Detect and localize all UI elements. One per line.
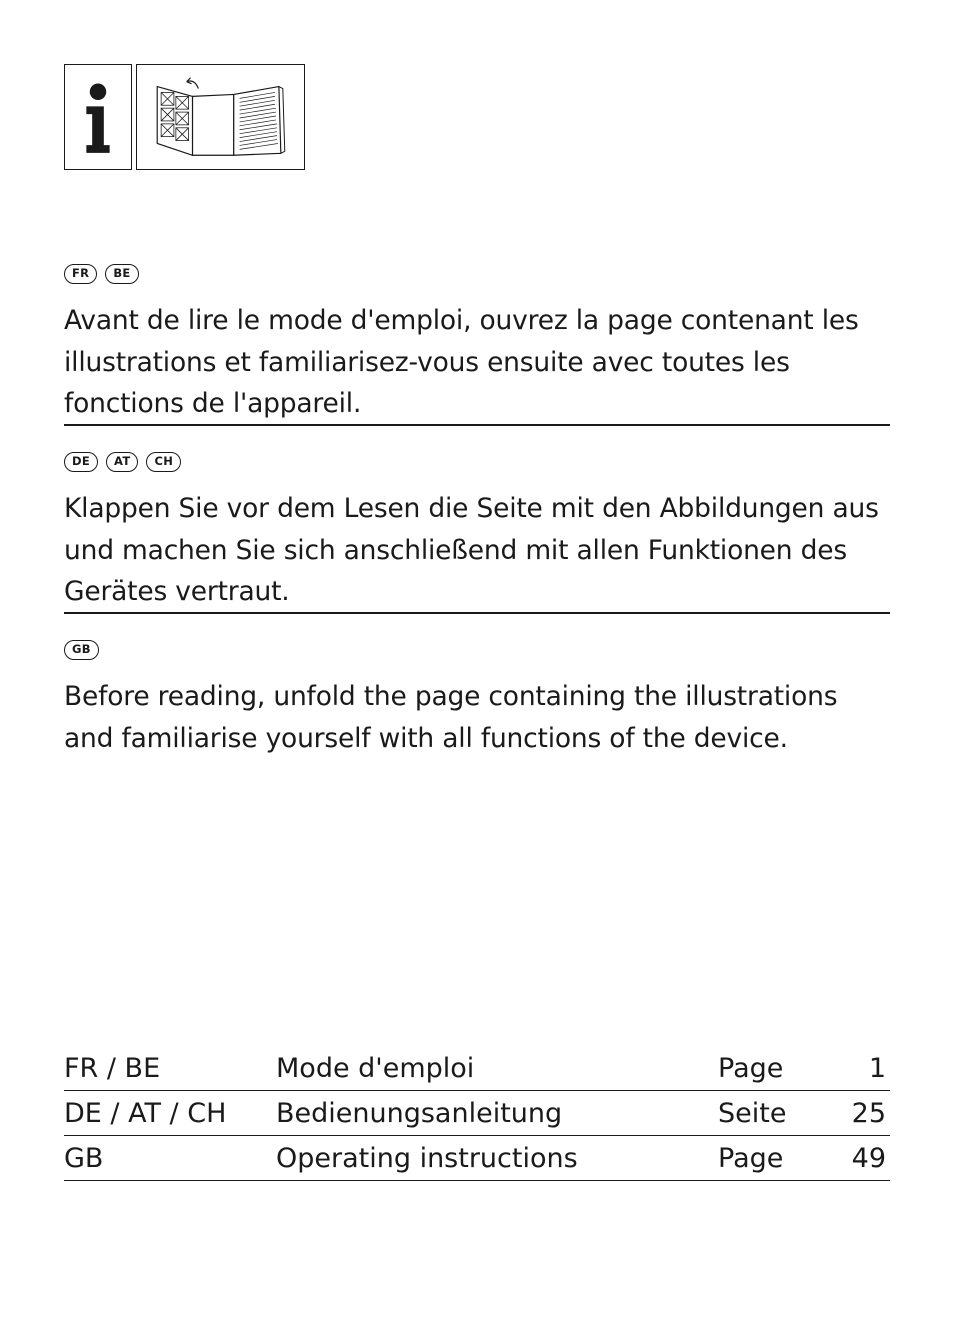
toc-title[interactable]: Operating instructions xyxy=(276,1143,578,1174)
instruction-text-fr: Avant de lire le mode d'emploi, ouvrez la page contenant les illustrations et familiarisez-vous ensuite avec toutes les fonctions de l'appareil. xyxy=(64,305,859,419)
section-divider xyxy=(64,612,890,614)
unfold-page-icon-box xyxy=(136,64,305,170)
toc-page-label: Seite xyxy=(718,1098,787,1129)
table-of-contents xyxy=(64,1046,890,1181)
section-gb xyxy=(64,638,890,759)
country-badge-ch: CH xyxy=(146,452,181,472)
section-divider xyxy=(64,424,890,426)
toc-title[interactable]: Bedienungsanleitung xyxy=(276,1098,563,1129)
section-fr-be xyxy=(64,262,890,425)
toc-row[interactable] xyxy=(64,1136,890,1181)
instruction-text-gb: Before reading, unfold the page containing the illustrations and familiarise yourself with all functions of the device. xyxy=(64,681,838,754)
country-badge-fr: FR xyxy=(64,264,97,284)
toc-row[interactable] xyxy=(64,1091,890,1136)
unfold-page-icon xyxy=(137,65,304,169)
instruction-text-de: Klappen Sie vor dem Lesen die Seite mit den Abbildungen aus und machen Sie sich anschließend mit allen Funktionen des Gerätes vertraut. xyxy=(64,493,879,607)
toc-page-number: 49 xyxy=(851,1143,886,1174)
toc-page-number: 1 xyxy=(868,1053,886,1084)
country-badge-de: DE xyxy=(64,452,98,472)
toc-row[interactable] xyxy=(64,1046,890,1091)
country-badge-be: BE xyxy=(105,264,138,284)
info-icon-box xyxy=(64,64,132,170)
language-badges xyxy=(64,450,890,474)
language-badges xyxy=(64,262,890,286)
country-badge-at: AT xyxy=(106,452,138,472)
toc-page-number: 25 xyxy=(851,1098,886,1129)
toc-title[interactable]: Mode d'emploi xyxy=(276,1053,475,1084)
country-badge-gb: GB xyxy=(64,640,99,660)
toc-page-label: Page xyxy=(718,1143,784,1174)
info-icon xyxy=(65,65,131,169)
toc-language-code: DE / AT / CH xyxy=(64,1098,227,1129)
toc-page-label: Page xyxy=(718,1053,784,1084)
language-badges xyxy=(64,638,890,662)
toc-language-code: FR / BE xyxy=(64,1053,161,1084)
section-de-at-ch xyxy=(64,450,890,613)
toc-language-code: GB xyxy=(64,1143,104,1174)
